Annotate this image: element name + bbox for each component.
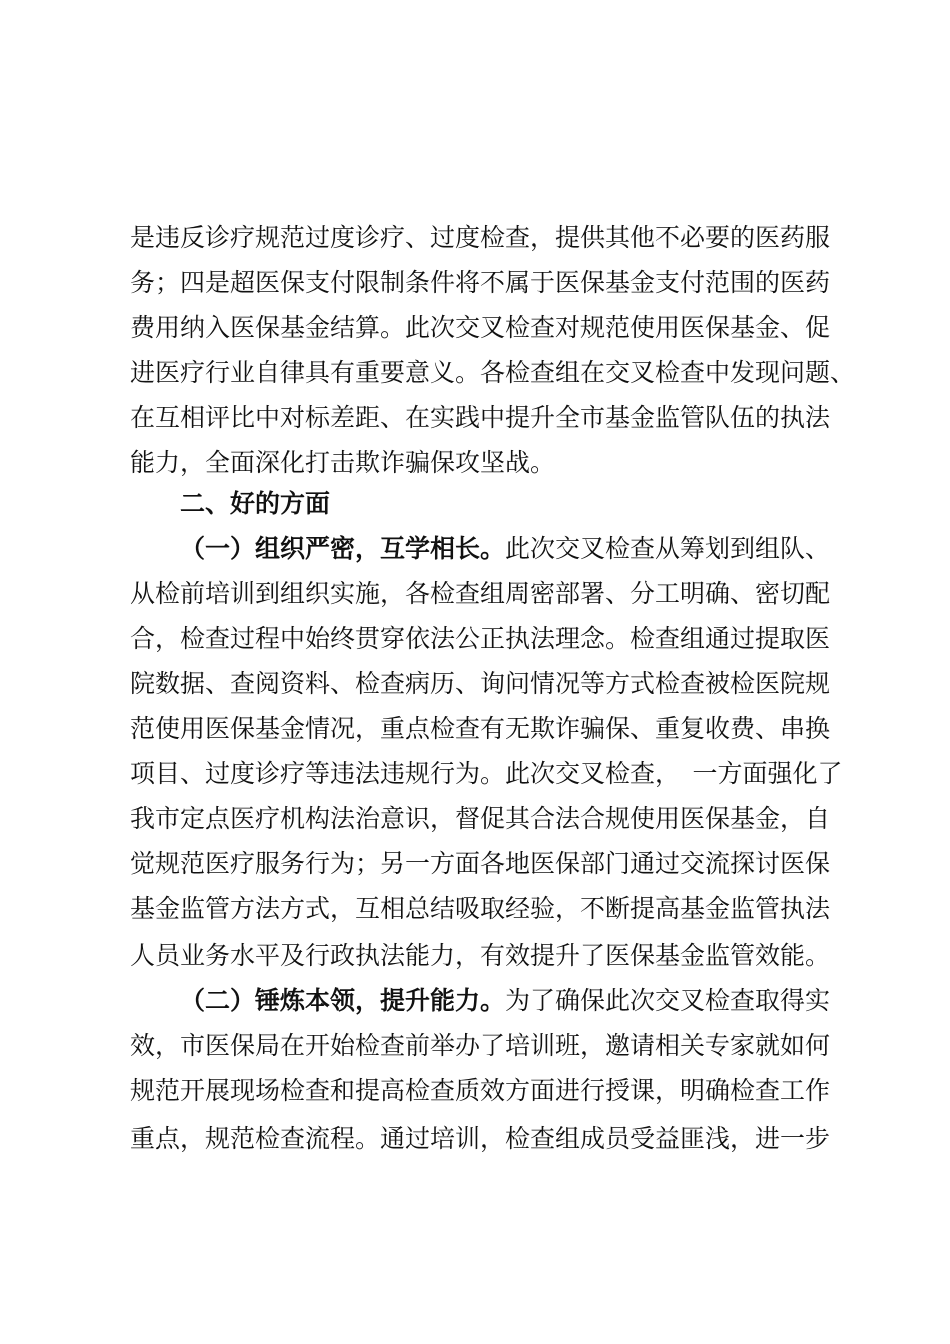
- subsection-2-line-2: 规范开展现场检查和提高检查质效方面进行授课，明确检查工作: [130, 1076, 831, 1105]
- subsection-1-title: （一）组织严密，互学相长。: [180, 534, 506, 563]
- subsection-1-line-6: 我市定点医疗机构法治意识，督促其合法合规使用医保基金，自: [130, 804, 831, 833]
- subsection-1-line-8: 基金监管方法方式，互相总结吸取经验，不断提高基金监管执法: [130, 894, 831, 923]
- intro-line-3: 费用纳入医保基金结算。此次交叉检查对规范使用医保基金、促: [130, 313, 831, 342]
- section-heading: 二、好的方面: [180, 489, 331, 518]
- subsection-1-line-4: 范使用医保基金情况，重点检查有无欺诈骗保、重复收费、串换: [130, 714, 831, 743]
- intro-line-1: 是违反诊疗规范过度诊疗、过度检查，提供其他不必要的医药服: [130, 223, 831, 252]
- intro-line-6: 能力，全面深化打击欺诈骗保攻坚战。: [130, 448, 556, 477]
- subsection-1-line-3: 院数据、查阅资料、检查病历、询问情况等方式检查被检医院规: [130, 669, 831, 698]
- subsection-2-line-3: 重点，规范检查流程。通过培训，检查组成员受益匪浅，进一步: [130, 1124, 831, 1153]
- intro-line-4: 进医疗行业自律具有重要意义。各检查组在交叉检查中发现问题、: [130, 358, 856, 387]
- subsection-1-first-line: [180, 534, 831, 564]
- subsection-1-line-5: 项目、过度诊疗等违法违规行为。此次交叉检查， 一方面强化了: [130, 759, 843, 788]
- subsection-1-line-7: 觉规范医疗服务行为；另一方面各地医保部门通过交流探讨医保: [130, 849, 831, 878]
- subsection-2-line-1: 效，市医保局在开始检查前举办了培训班，邀请相关专家就如何: [130, 1031, 831, 1060]
- subsection-1-line-9: 人员业务水平及行政执法能力，有效提升了医保基金监管效能。: [130, 941, 831, 970]
- intro-line-5: 在互相评比中对标差距、在实践中提升全市基金监管队伍的执法: [130, 403, 831, 432]
- subsection-2-title: （二）锤炼本领，提升能力。: [180, 986, 506, 1015]
- subsection-2-first-line-rest: 为了确保此次交叉检查取得实: [505, 986, 831, 1015]
- subsection-1-line-2: 合，检查过程中始终贯穿依法公正执法理念。检查组通过提取医: [130, 624, 831, 653]
- intro-line-2: 务；四是超医保支付限制条件将不属于医保基金支付范围的医药: [130, 268, 831, 297]
- subsection-1-first-line-rest: 此次交叉检查从筹划到组队、: [505, 534, 831, 563]
- subsection-2-first-line: [180, 986, 831, 1016]
- subsection-1-line-1: 从检前培训到组织实施，各检查组周密部署、分工明确、密切配: [130, 579, 831, 608]
